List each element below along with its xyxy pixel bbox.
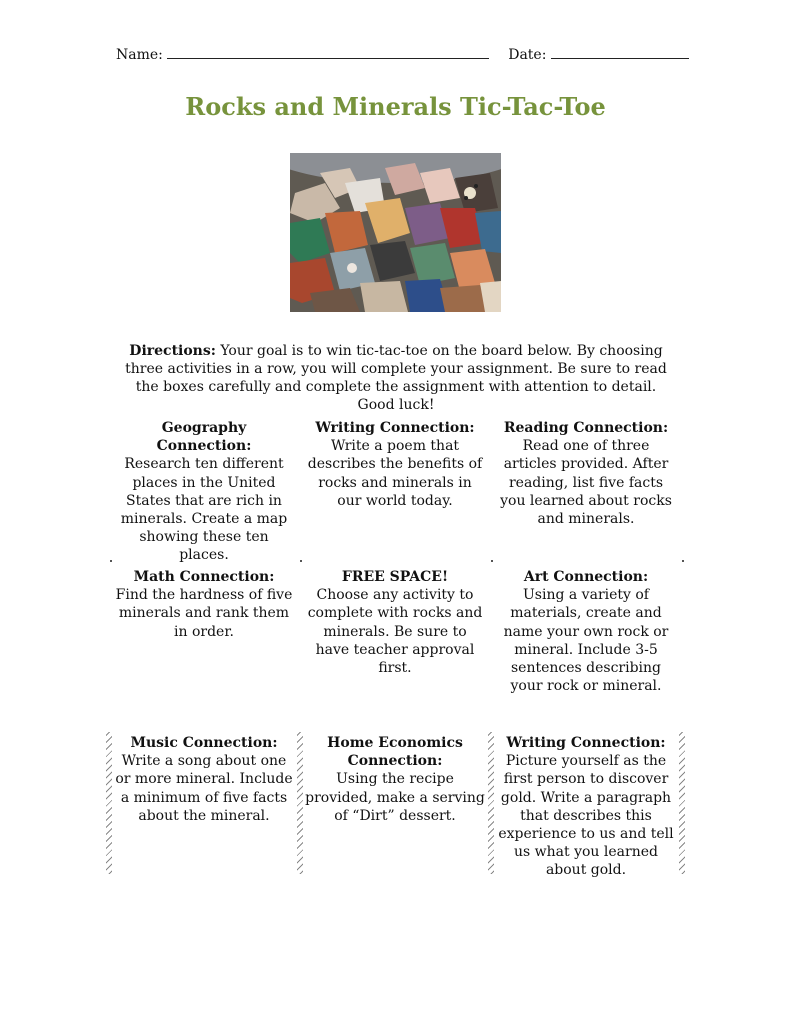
cell-heading: FREE SPACE! — [341, 569, 449, 585]
date-blank-line[interactable] — [551, 46, 689, 59]
grid-dot — [682, 560, 684, 562]
grid-dot — [300, 560, 302, 562]
geography-connection-cell[interactable] — [114, 419, 294, 565]
reading-connection-cell[interactable] — [496, 419, 676, 528]
cell-body: Read one of three articles provided. After reading, list five facts you learned about rocks and minerals. — [500, 438, 672, 528]
cell-heading: Art Connection: — [523, 569, 649, 585]
name-date-header — [116, 46, 676, 63]
directions-paragraph — [120, 342, 672, 414]
name-label: Name: — [116, 47, 163, 63]
music-connection-cell[interactable] — [114, 734, 294, 825]
rocks-and-minerals-photo-icon — [290, 153, 501, 312]
free-space-cell[interactable] — [305, 568, 485, 677]
dashed-border — [488, 732, 494, 874]
cell-body: Write a song about one or more mineral. Include a minimum of five facts about the mineral. — [115, 753, 293, 824]
cell-body: Using a variety of materials, create and name your own rock or mineral. Include 3-5 sentences describing your rock or mineral. — [503, 587, 669, 695]
dashed-border — [106, 732, 112, 874]
cell-heading: Math Connection: — [133, 569, 275, 585]
cell-heading: Reading Connection: — [503, 420, 669, 436]
dashed-border — [679, 732, 685, 874]
dashed-border — [297, 732, 303, 874]
page-title: Rocks and Minerals Tic-Tac-Toe — [185, 92, 606, 121]
date-label: Date: — [508, 47, 547, 63]
directions-label: Directions: — [129, 343, 216, 359]
cell-body: Write a poem that describes the benefits of rocks and minerals in our world today. — [307, 438, 483, 509]
cell-heading: Home Economics Connection: — [327, 735, 463, 770]
cell-body: Using the recipe provided, make a serving of “Dirt” dessert. — [305, 771, 485, 824]
writing-connection-cell-2[interactable] — [496, 734, 676, 880]
cell-body: Find the hardness of five minerals and rank them in order. — [115, 587, 293, 640]
art-connection-cell[interactable] — [496, 568, 676, 695]
writing-connection-cell[interactable] — [305, 419, 485, 510]
cell-heading: Geography Connection: — [156, 420, 252, 455]
name-blank-line[interactable] — [167, 46, 489, 59]
directions-text: Your goal is to win tic-tac-toe on the board below. By choosing three activities in a row, you will complete your assignment. Be sure to read the boxes carefully and complete the assignment with attention to detail. Good luck! — [125, 343, 667, 413]
cell-heading: Writing Connection: — [315, 420, 475, 436]
home-economics-connection-cell[interactable] — [305, 734, 485, 825]
cell-body: Choose any activity to complete with rocks and minerals. Be sure to have teacher approval first. — [307, 587, 483, 677]
cell-body: Picture yourself as the first person to discover gold. Write a paragraph that describes this experience to us and tell us what you learned about gold. — [498, 753, 674, 879]
cell-heading: Music Connection: — [130, 735, 278, 751]
math-connection-cell[interactable] — [114, 568, 294, 641]
cell-body: Research ten different places in the United States that are rich in minerals. Create a map showing these ten places. — [120, 456, 288, 564]
grid-dot — [110, 560, 112, 562]
cell-heading: Writing Connection: — [506, 735, 666, 751]
grid-dot — [491, 560, 493, 562]
